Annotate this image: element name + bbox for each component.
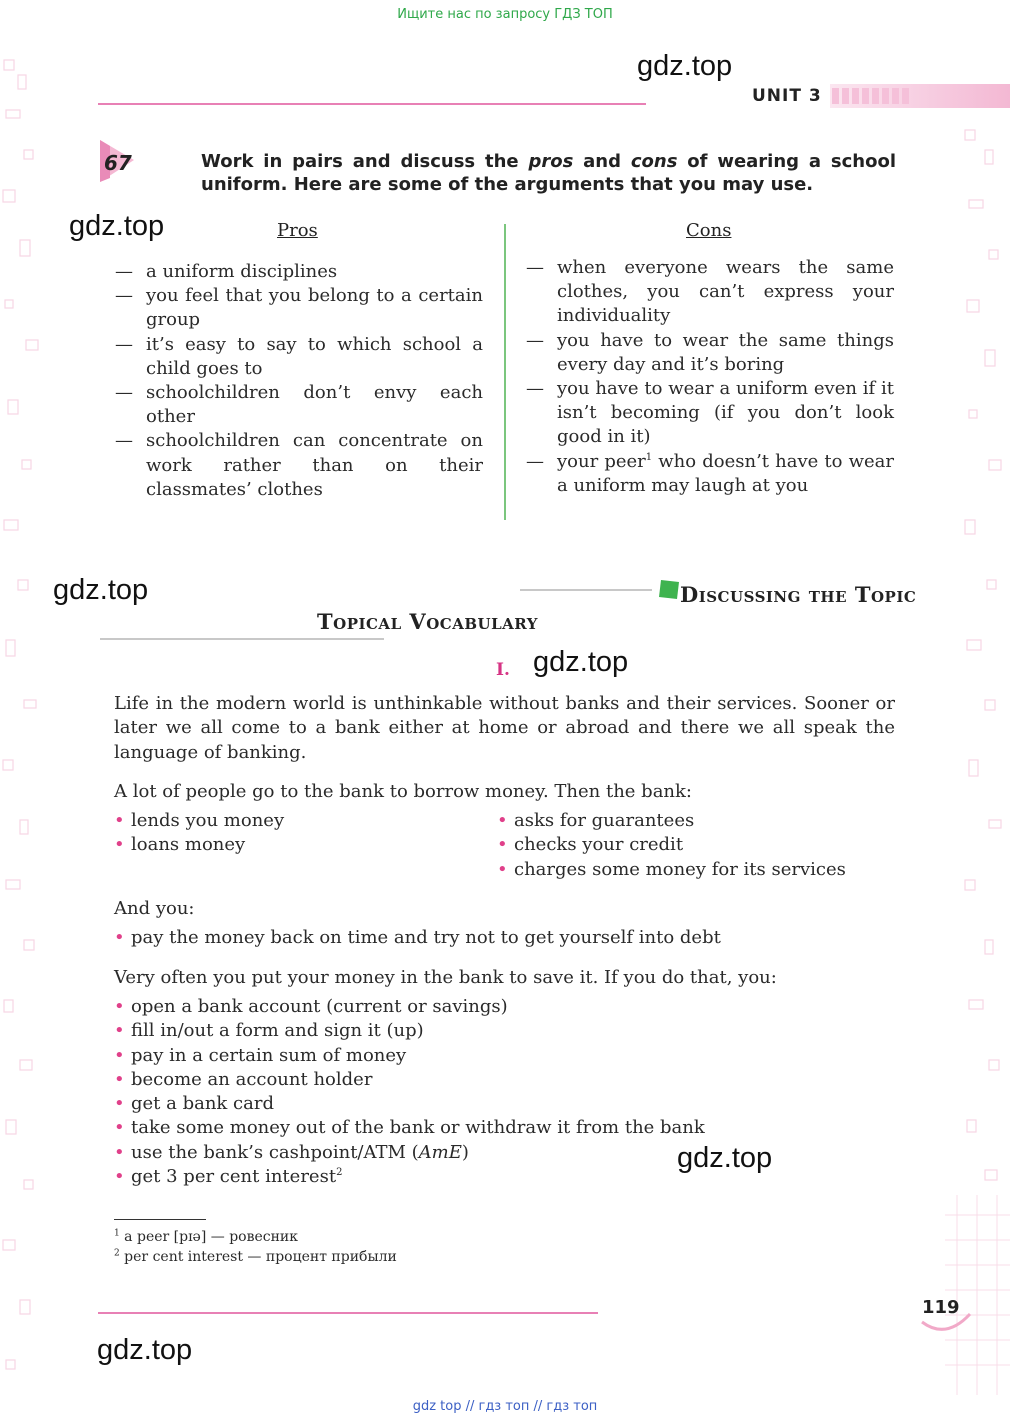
- list-item: — your peer$^1$ who doesn’t have to wear a uniform may laugh at you: [526, 450, 894, 496]
- unit-header-dots: [832, 88, 909, 104]
- list-item: — it’s easy to say to which school a child goes to: [115, 333, 483, 379]
- watermark: gdz.top: [533, 646, 629, 678]
- section-number: I.: [496, 660, 510, 680]
- bank-actions-right: [497, 809, 846, 882]
- you-actions-list: [114, 926, 721, 950]
- list-item: — you have to wear the same things every day and it’s boring: [526, 329, 894, 375]
- promo-banner-top[interactable]: Ищите нас по запросу ГДЗ ТОП: [397, 7, 613, 22]
- watermark: gdz.top: [69, 210, 165, 242]
- list-item: • loans money: [114, 834, 246, 856]
- footnote-ref: 2: [336, 1167, 343, 1179]
- exercise-number: 67: [104, 151, 132, 175]
- list-item: — a uniform disciplines: [115, 261, 338, 282]
- list-item: — when everyone wears the same clothes, you can’t express your individuality: [526, 257, 894, 327]
- list-item: — schoolchildren don’t envy each other: [115, 382, 483, 428]
- watermark: gdz.top: [677, 1142, 773, 1174]
- watermark: gdz.top: [97, 1334, 193, 1366]
- vocabulary-rule: [100, 638, 384, 640]
- vocabulary-title: Topical Vocabulary: [317, 609, 539, 634]
- and-you-label: And you:: [114, 898, 195, 919]
- intro-paragraph: Life in the modern world is unthinkable without banks and their services. Sooner or later we all come to a bank either at home or abroad and there we all speak the language of banking.: [114, 693, 895, 763]
- list-item: • asks for guarantees: [497, 810, 695, 831]
- save-paragraph: Very often you put your money in the bank to save it. If you do that, you:: [114, 967, 777, 988]
- footnote-ref: 1: [645, 451, 653, 463]
- list-item: • use the bank’s cashpoint/ATM (AmE): [114, 1141, 469, 1163]
- list-item: • become an account holder: [114, 1068, 373, 1090]
- pros-list: [115, 260, 483, 502]
- borrow-paragraph: A lot of people go to the bank to borrow money. Then the bank:: [114, 781, 692, 802]
- footnote-2: $^2$ per cent interest — процент прибыли: [114, 1248, 397, 1265]
- list-item: — you feel that you belong to a certain group: [115, 285, 483, 331]
- exercise-instruction: Work in pairs and discuss the pros and cons of wearing a school uniform. Here are some of the arguments that you may use.: [201, 151, 896, 195]
- list-item: • pay the money back on time and try not to get yourself into debt: [114, 927, 721, 948]
- page-number: 119: [922, 1297, 960, 1318]
- list-item: • charges some money for its services: [497, 858, 846, 880]
- watermark: gdz.top: [637, 50, 733, 82]
- footnote-1: $^1$ a peer [pɪə] — ровесник: [114, 1228, 299, 1245]
- list-item: • open a bank account (current or savings): [114, 996, 508, 1017]
- list-item: — you have to wear a uniform even if it isn’t becoming (if you don’t look good in it): [526, 378, 894, 448]
- left-pattern-decoration: [0, 0, 55, 1425]
- pros-heading: Pros: [277, 220, 318, 241]
- footnote-rule: [114, 1219, 206, 1220]
- column-divider: [504, 224, 506, 520]
- list-item: • lends you money: [114, 810, 285, 831]
- list-item: • pay in a certain sum of money: [114, 1044, 407, 1066]
- unit-header-rule: [98, 103, 646, 105]
- list-item: • take some money out of the bank or withdraw it from the bank: [114, 1117, 705, 1139]
- corner-grid-decoration: [945, 1195, 1010, 1395]
- watermark: gdz.top: [53, 574, 149, 606]
- bank-actions-left: [114, 809, 284, 858]
- section-rule: [520, 589, 652, 591]
- promo-banner-bottom[interactable]: gdz top // гдз топ // гдз топ: [412, 1399, 598, 1414]
- list-item: • checks your credit: [497, 834, 684, 856]
- save-actions-list: [114, 995, 705, 1189]
- section-flag-icon: [658, 578, 680, 600]
- list-item: — schoolchildren can concentrate on work rather than on their classmates’ clothes: [115, 430, 483, 500]
- cons-heading: Cons: [686, 220, 732, 241]
- unit-label: UNIT 3: [752, 86, 822, 106]
- cons-list: [526, 256, 894, 498]
- list-item: • get a bank card: [114, 1093, 274, 1115]
- list-item: • fill in/out a form and sign it (up): [114, 1020, 424, 1042]
- footer-rule: [98, 1312, 598, 1314]
- section-title: Discussing the Topic: [680, 582, 917, 607]
- list-item: • get 3 per cent interest$^2$: [114, 1166, 343, 1188]
